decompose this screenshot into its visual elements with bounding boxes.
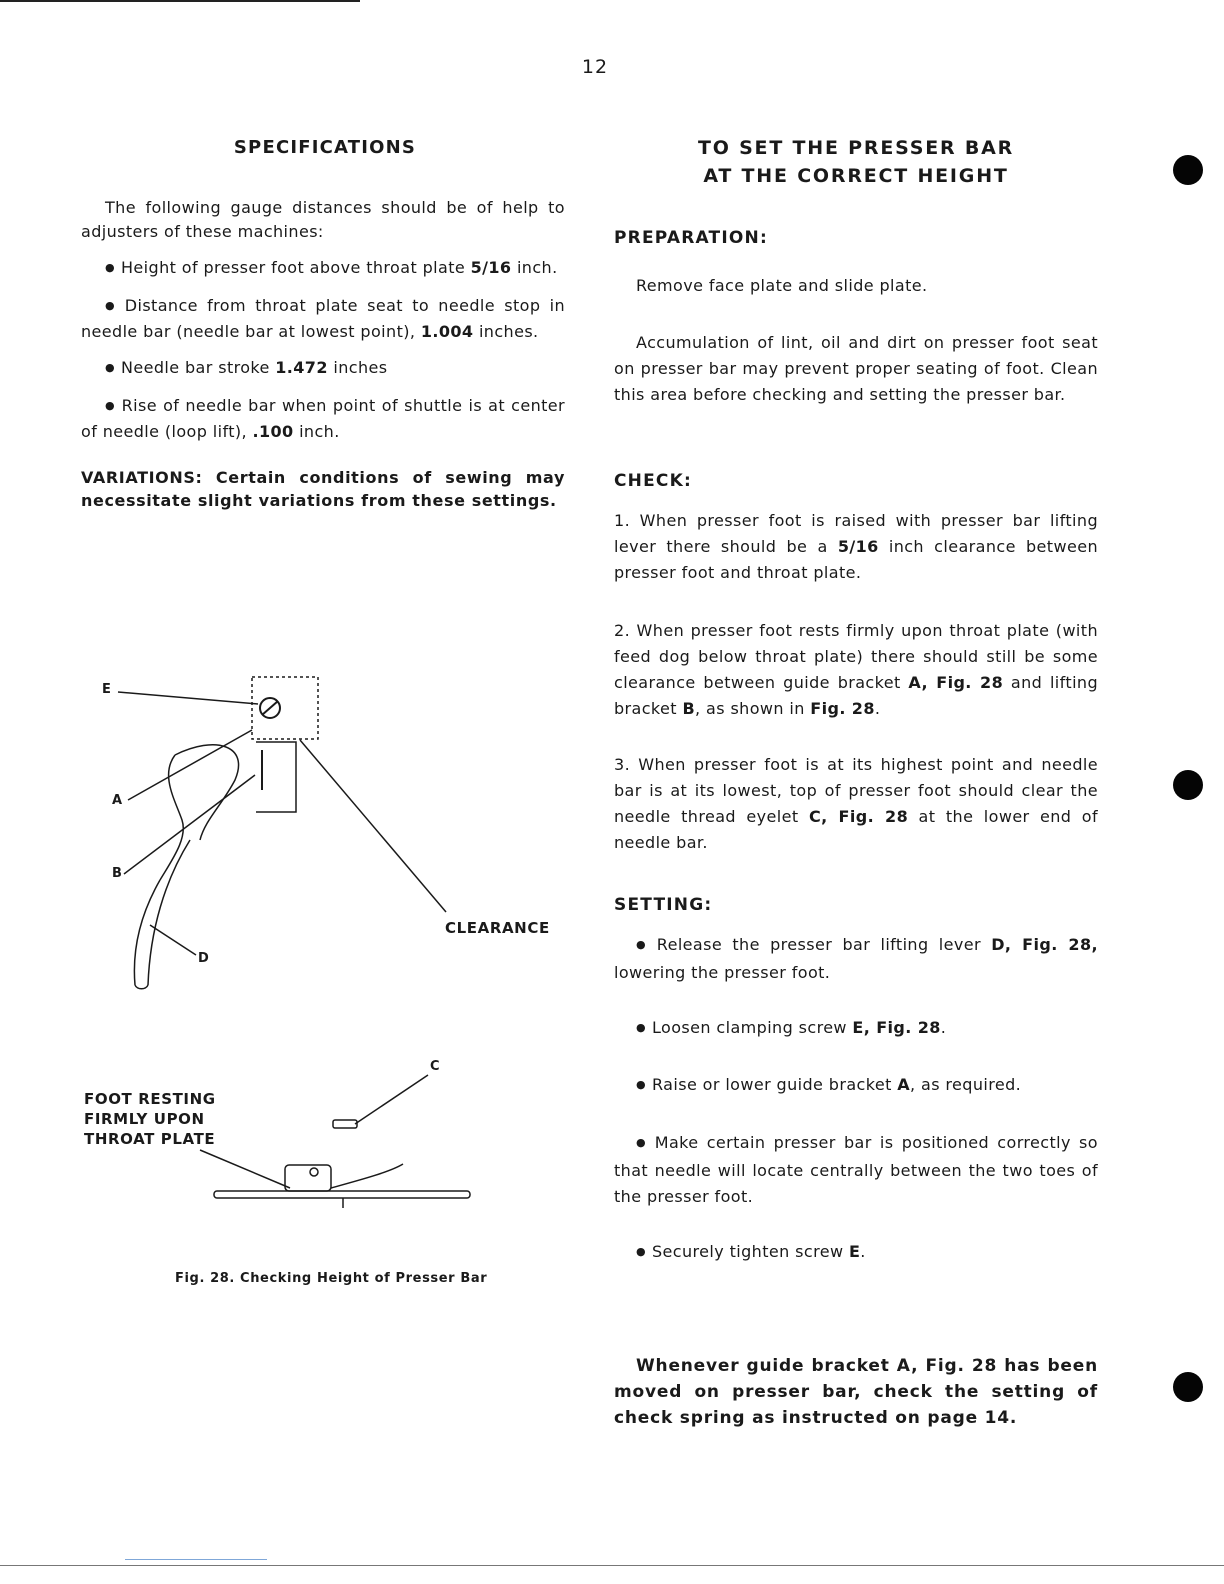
spec-item-loop-lift: ● Rise of needle bar when point of shuttle is at center of needle (loop lift), .100 inch. <box>81 394 565 444</box>
setting-heading: SETTING: <box>614 895 713 915</box>
spec-item-needle-stop: ● Distance from throat plate seat to needle stop in needle bar (needle bar at lowest point), 1.004 inches. <box>81 294 565 344</box>
bullet-icon <box>636 1133 655 1152</box>
setting-step-1: ● Release the presser bar lifting lever D, Fig. 28, lowering the presser foot. <box>614 932 1098 986</box>
presser-foot <box>285 1165 331 1191</box>
spec-item-presser-height: ● Height of presser foot above throat plate 5/16 inch. <box>81 256 565 282</box>
bullet-icon <box>636 1075 652 1094</box>
leader-e <box>118 692 258 704</box>
specifications-intro: The following gauge distances should be of help to adjusters of these machines: <box>81 198 565 241</box>
bottom-blue-line <box>125 1559 267 1560</box>
preparation-heading: PREPARATION: <box>614 228 768 248</box>
figure-caption: Fig. 28. Checking Height of Presser Bar <box>175 1271 488 1286</box>
figure-28-diagram <box>0 0 600 1300</box>
setting-step-3: ● Raise or lower guide bracket A, as required. <box>636 1072 1021 1100</box>
page-number: 12 <box>581 56 609 78</box>
leader-foot-resting <box>200 1150 290 1188</box>
check-item-2: 2. When presser foot rests firmly upon throat plate (with feed dog below throat plate) there should still be some clearance between guide bracket A, Fig. 28 and lifting bracket B, as shown in Fig. 28. <box>614 621 1099 718</box>
specifications-heading: SPECIFICATIONS <box>233 137 417 158</box>
right-heading: TO SET THE PRESSER BAR AT THE CORRECT HEIGHT <box>697 137 1015 187</box>
throat-plate <box>214 1191 470 1198</box>
foot-resting-label: FOOT RESTING FIRMLY UPON THROAT PLATE <box>84 1090 216 1148</box>
clearance-label: CLEARANCE <box>445 919 550 937</box>
check-item-1: 1. When presser foot is raised with presser bar lifting lever there should be a 5/16 inch clearance between presser foot and throat plate. <box>614 511 1098 582</box>
clearance-box <box>252 677 318 739</box>
lifting-lever-d <box>134 880 160 985</box>
leader-b <box>124 775 255 874</box>
bullet-icon <box>636 1018 652 1037</box>
leader-d <box>150 925 196 955</box>
preparation-text-2: Accumulation of lint, oil and dirt on presser foot seat on presser bar may prevent proper seating of foot. Clean this area before checking and setting the presser bar. <box>614 333 1098 404</box>
needle-eyelet-c <box>333 1120 357 1128</box>
variations-note: VARIATIONS: Certain conditions of sewing may necessitate slight variations from these settings. <box>81 468 565 510</box>
bullet-icon <box>636 1242 652 1261</box>
label-b: B <box>112 866 122 881</box>
setting-step-5: ● Securely tighten screw E. <box>636 1239 866 1267</box>
leader-a <box>128 730 252 800</box>
punch-hole-top <box>1173 155 1203 185</box>
label-e: E <box>102 682 111 697</box>
punch-hole-bottom <box>1173 1372 1203 1402</box>
punch-hole-middle <box>1173 770 1203 800</box>
setting-step-4: ● Make certain presser bar is positioned correctly so that needle will locate centrally between the two toes of the presser foot. <box>614 1130 1098 1210</box>
spec-item-needle-stroke: ● Needle bar stroke 1.472 inches <box>81 356 565 382</box>
check-heading: CHECK: <box>614 471 692 491</box>
setting-step-2: ● Loosen clamping screw E, Fig. 28. <box>636 1015 946 1043</box>
label-a: A <box>112 793 123 808</box>
leader-clearance <box>300 740 446 912</box>
check-spring-note: Whenever guide bracket A, Fig. 28 has been moved on presser bar, check the setting of check spring as instructed on page 14. <box>614 1356 1098 1428</box>
bottom-rule <box>0 1565 1224 1566</box>
label-c: C <box>430 1059 440 1074</box>
label-d: D <box>198 951 209 966</box>
preparation-text-1: Remove face plate and slide plate. <box>636 276 928 295</box>
lifting-bracket-b <box>175 745 239 840</box>
leader-c <box>355 1075 428 1124</box>
bullet-icon <box>636 935 657 954</box>
check-item-3: 3. When presser foot is at its highest point and needle bar is at its lowest, top of presser foot should clear the needle thread eyelet C, Fig. 28 at the lower end of needle bar. <box>614 755 1098 852</box>
